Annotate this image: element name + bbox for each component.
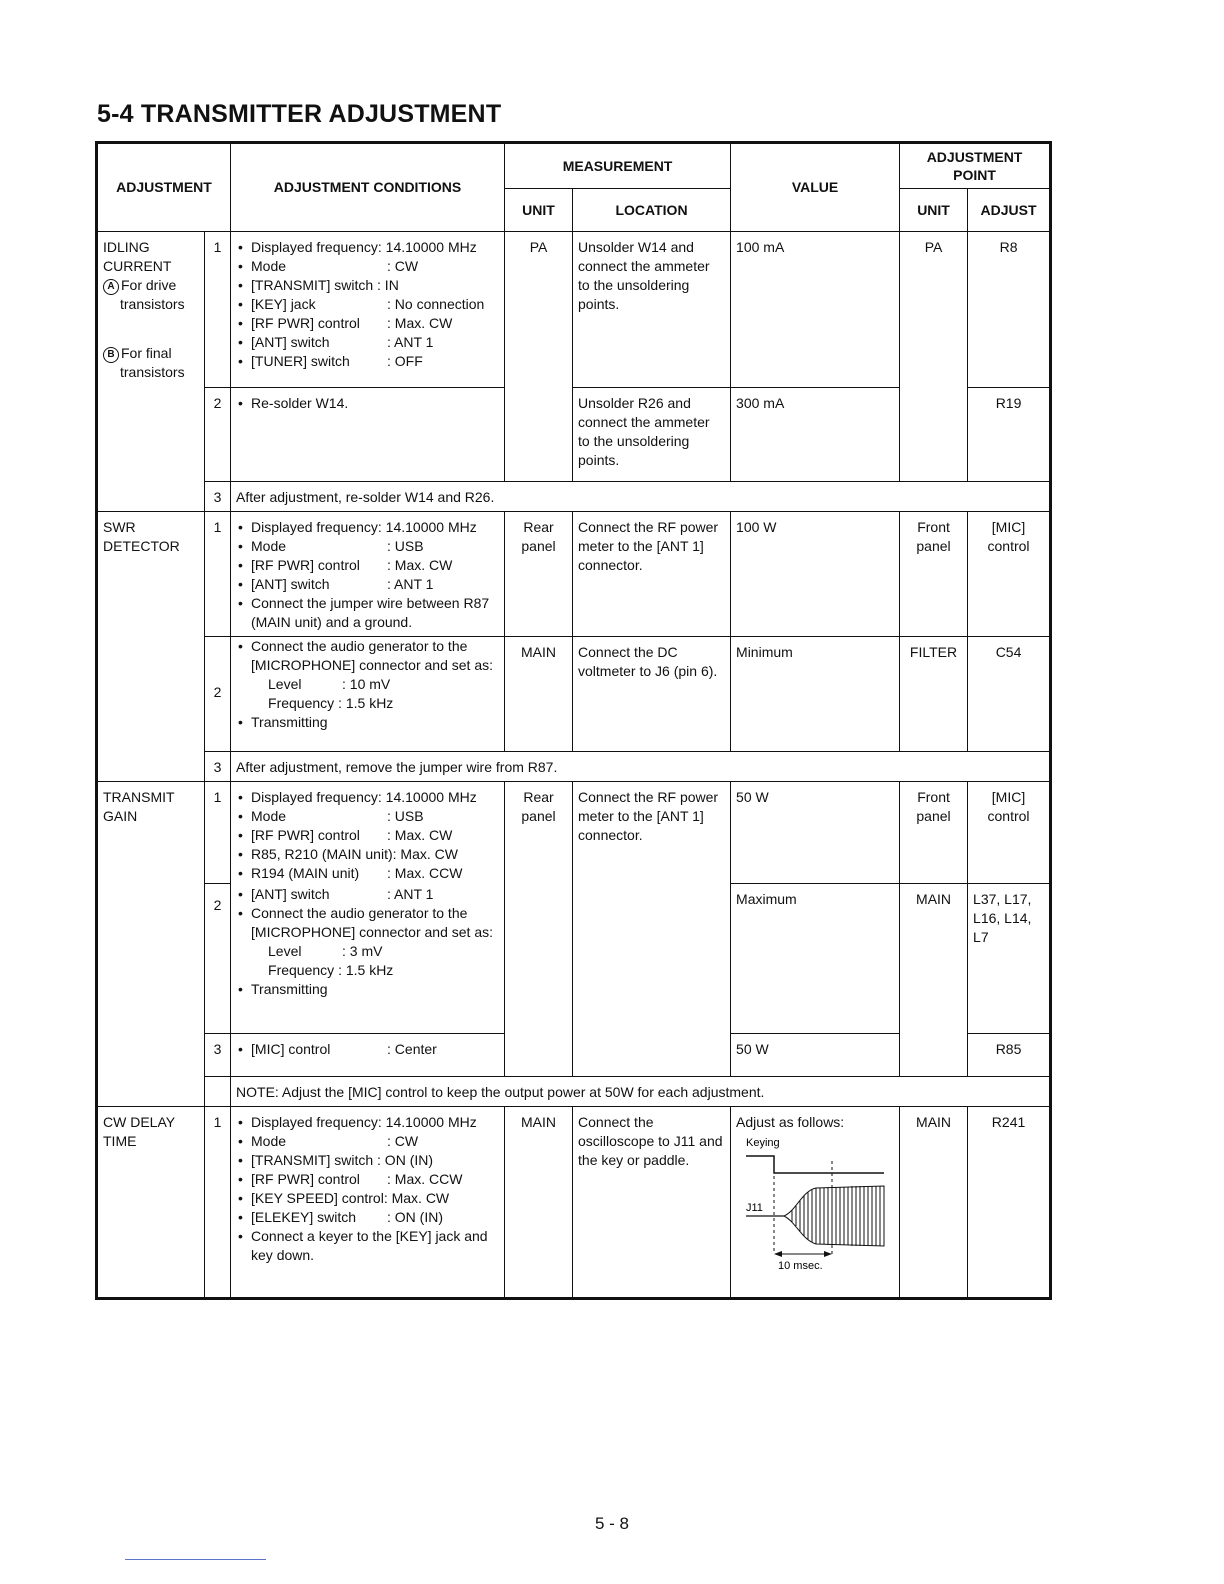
step-number: 2 — [205, 388, 231, 482]
gain-s1-ap-unit: Front panel — [900, 782, 968, 884]
cw-step-1-row — [98, 1106, 1050, 1297]
idling-s1-conditions — [231, 232, 505, 388]
j11-envelope — [784, 1186, 884, 1246]
swr-s2-frequency: Frequency : 1.5 kHz — [268, 695, 394, 711]
idling-s1-location: Unsolder W14 and connect the ammeter to the unsoldering points. — [573, 232, 731, 388]
condition-item: • [KEY] jack : No connection — [236, 295, 499, 314]
cw-s1-conditions — [231, 1106, 505, 1297]
idling-s3-text: After adjustment, re-solder W14 and R26. — [231, 482, 1050, 512]
idling-step-3-row — [98, 482, 1050, 512]
gain-s2-frequency: Frequency : 1.5 kHz — [268, 962, 394, 978]
condition-item: • [MIC] control : Center — [236, 1040, 499, 1059]
idling-step-1-row — [98, 232, 1050, 388]
condition-item: • [ANT] switch : ANT 1 — [236, 575, 499, 594]
gain-s3-conditions — [231, 1033, 505, 1076]
gain-location: Connect the RF power meter to the [ANT 1] connector. — [573, 782, 731, 1077]
swr-step-3-row — [98, 752, 1050, 782]
swr-s2-unit: MAIN — [505, 637, 573, 752]
swr-s1-ap-adjust: [MIC] control — [968, 512, 1050, 637]
idling-name-1: IDLING — [103, 239, 150, 255]
gain-s1-ap-adjust: [MIC] control — [968, 782, 1050, 884]
keying-signal-line — [746, 1156, 884, 1173]
cw-s1-ap-unit: MAIN — [900, 1106, 968, 1297]
idling-a-sub: transistors — [120, 296, 185, 312]
time-arrow-left-head — [774, 1251, 782, 1257]
circled-b-icon: B — [103, 347, 119, 363]
condition-item: • [TRANSMIT] switch : IN — [236, 276, 499, 295]
circled-a-icon: A — [103, 279, 119, 295]
time-arrow-right-head — [824, 1251, 832, 1257]
cw-s1-ap-adjust: R241 — [968, 1106, 1050, 1297]
header-unit: UNIT — [505, 189, 573, 232]
step-number: 1 — [205, 1106, 231, 1297]
header-location: LOCATION — [573, 189, 731, 232]
step-number: 2 — [205, 637, 231, 752]
gain-name-cell — [98, 782, 205, 1107]
swr-s2-level: Level : 10 mV — [268, 676, 391, 692]
cw-name-1: CW DELAY — [103, 1113, 176, 1130]
page-number: 5 - 8 — [594, 1514, 630, 1533]
gain-s2-ap-unit: MAIN — [900, 883, 968, 1076]
gain-s2-value: Maximum — [731, 883, 900, 1033]
gain-s3-value: 50 W — [731, 1033, 900, 1076]
idling-name-cell — [98, 232, 205, 482]
cw-s1-value-cell — [731, 1106, 900, 1297]
swr-name-2: DETECTOR — [103, 538, 180, 554]
gain-s1-conditions — [231, 782, 505, 884]
adjustment-table — [97, 143, 1050, 1298]
condition-item: • Displayed frequency: 14.10000 MHz — [236, 788, 499, 807]
gain-s2-level: Level : 3 mV — [268, 943, 383, 959]
swr-s2-conditions — [231, 637, 505, 752]
condition-item: • Transmitting — [236, 713, 499, 732]
step-number: 3 — [205, 752, 231, 782]
keying-waveform-diagram — [736, 1136, 886, 1276]
condition-item: • Displayed frequency: 14.10000 MHz — [236, 1113, 499, 1132]
idling-ap-unit: PA — [900, 232, 968, 482]
j11-label: J11 — [746, 1201, 763, 1214]
condition-item: • Mode : USB — [236, 807, 499, 826]
condition-item: • Connect the audio generator to the [MICROPHONE] connector and set as: — [236, 637, 499, 675]
condition-item: • [ELEKEY] switch : ON (IN) — [236, 1208, 499, 1227]
step-number: 1 — [205, 512, 231, 637]
cw-s1-unit: MAIN — [505, 1106, 573, 1297]
step-number: 3 — [205, 482, 231, 512]
step-number: 1 — [205, 232, 231, 388]
swr-s2-value: Minimum — [731, 637, 900, 752]
gain-name-1: TRANSMIT — [103, 789, 175, 805]
condition-item: • Connect a keyer to the [KEY] jack and key down. — [236, 1227, 499, 1265]
cw-name-cell — [98, 1106, 205, 1297]
swr-step-1-row — [98, 512, 1050, 637]
gain-note-row — [98, 1076, 1050, 1106]
step-number: 2 — [205, 883, 231, 1033]
condition-item: • Connect the jumper wire between R87 (MAIN unit) and a ground. — [236, 594, 499, 632]
condition-item: • [KEY SPEED] control: Max. CW — [236, 1189, 499, 1208]
idling-b-label: B For final — [103, 344, 199, 363]
cw-s1-value: Adjust as follows: — [736, 1113, 845, 1130]
gain-s2-ap-adjust: L37, L17, L16, L14, L7 — [968, 883, 1050, 1033]
idling-s2-ap-adjust: R19 — [968, 388, 1050, 482]
page-title: 5-4 TRANSMITTER ADJUSTMENT — [97, 100, 502, 128]
gain-unit: Rear panel — [505, 782, 573, 1077]
header-adjustment: ADJUSTMENT — [98, 144, 231, 232]
step-number: 1 — [205, 782, 231, 884]
condition-item: • [RF PWR] control : Max. CCW — [236, 1170, 499, 1189]
condition-item: • [TRANSMIT] switch : ON (IN) — [236, 1151, 499, 1170]
idling-unit: PA — [505, 232, 573, 482]
cw-s1-location: Connect the oscilloscope to J11 and the key or paddle. — [573, 1106, 731, 1297]
condition-item: • Re-solder W14. — [236, 394, 499, 413]
swr-name-1: SWR — [103, 519, 136, 535]
condition-item: • [ANT] switch : ANT 1 — [236, 885, 499, 904]
idling-name-2: CURRENT — [103, 258, 172, 274]
condition-item: • Mode : CW — [236, 257, 499, 276]
condition-item: • Transmitting — [236, 980, 499, 999]
condition-item: • Displayed frequency: 14.10000 MHz — [236, 238, 499, 257]
idling-s2-value: 300 mA — [731, 388, 900, 482]
cw-name-2: TIME — [103, 1132, 137, 1149]
condition-item: • Connect the audio generator to the [MICROPHONE] connector and set as: — [236, 904, 499, 942]
header-ap-unit: UNIT — [900, 189, 968, 232]
condition-item: • [RF PWR] control : Max. CW — [236, 314, 499, 333]
header-adjustment-point: ADJUSTMENT POINT — [900, 144, 1050, 189]
gain-s2-conditions — [231, 883, 505, 1033]
swr-s1-conditions — [231, 512, 505, 637]
condition-item: • Mode : USB — [236, 537, 499, 556]
condition-item: • [TUNER] switch : OFF — [236, 352, 499, 371]
swr-s1-ap-unit: Front panel — [900, 512, 968, 637]
condition-item: • R85, R210 (MAIN unit): Max. CW — [236, 845, 499, 864]
condition-item: • Displayed frequency: 14.10000 MHz — [236, 518, 499, 537]
condition-item: • [RF PWR] control : Max. CW — [236, 826, 499, 845]
idling-s2-location: Unsolder R26 and connect the ammeter to the unsoldering points. — [573, 388, 731, 482]
idling-b-sub: transistors — [120, 364, 185, 380]
idling-s1-ap-adjust: R8 — [968, 232, 1050, 388]
footer-link-underline — [125, 1559, 266, 1560]
idling-s1-value: 100 mA — [731, 232, 900, 388]
swr-s1-value: 100 W — [731, 512, 900, 637]
gain-note: NOTE: Adjust the [MIC] control to keep the output power at 50W for each adjustment. — [231, 1076, 1050, 1106]
gain-name-2: GAIN — [103, 808, 138, 824]
condition-item: • [RF PWR] control : Max. CW — [236, 556, 499, 575]
swr-step-2-row — [98, 637, 1050, 752]
keying-label: Keying — [746, 1136, 780, 1149]
step-number: 3 — [205, 1033, 231, 1076]
gain-s1-value: 50 W — [731, 782, 900, 884]
condition-item: • [ANT] switch : ANT 1 — [236, 333, 499, 352]
swr-s2-ap-unit: FILTER — [900, 637, 968, 752]
gain-step-1-row — [98, 782, 1050, 884]
header-ap-adjust: ADJUST — [968, 189, 1050, 232]
idling-s2-conditions — [231, 388, 505, 482]
header-measurement: MEASUREMENT — [505, 144, 731, 189]
swr-s3-text: After adjustment, remove the jumper wire from R87. — [231, 752, 1050, 782]
header-value: VALUE — [731, 144, 900, 232]
swr-s2-ap-adjust: C54 — [968, 637, 1050, 752]
swr-s2-location: Connect the DC voltmeter to J6 (pin 6). — [573, 637, 731, 752]
gain-s3-ap-adjust: R85 — [968, 1033, 1050, 1076]
header-row — [98, 144, 1050, 189]
header-conditions: ADJUSTMENT CONDITIONS — [231, 144, 505, 232]
idling-a-label: A For drive — [103, 276, 199, 295]
swr-name-cell — [98, 512, 205, 752]
condition-item: • Mode : CW — [236, 1132, 499, 1151]
swr-s1-unit: Rear panel — [505, 512, 573, 637]
time-label: 10 msec. — [778, 1259, 823, 1272]
condition-item: • R194 (MAIN unit) : Max. CCW — [236, 864, 499, 883]
swr-s1-location: Connect the RF power meter to the [ANT 1] connector. — [573, 512, 731, 637]
